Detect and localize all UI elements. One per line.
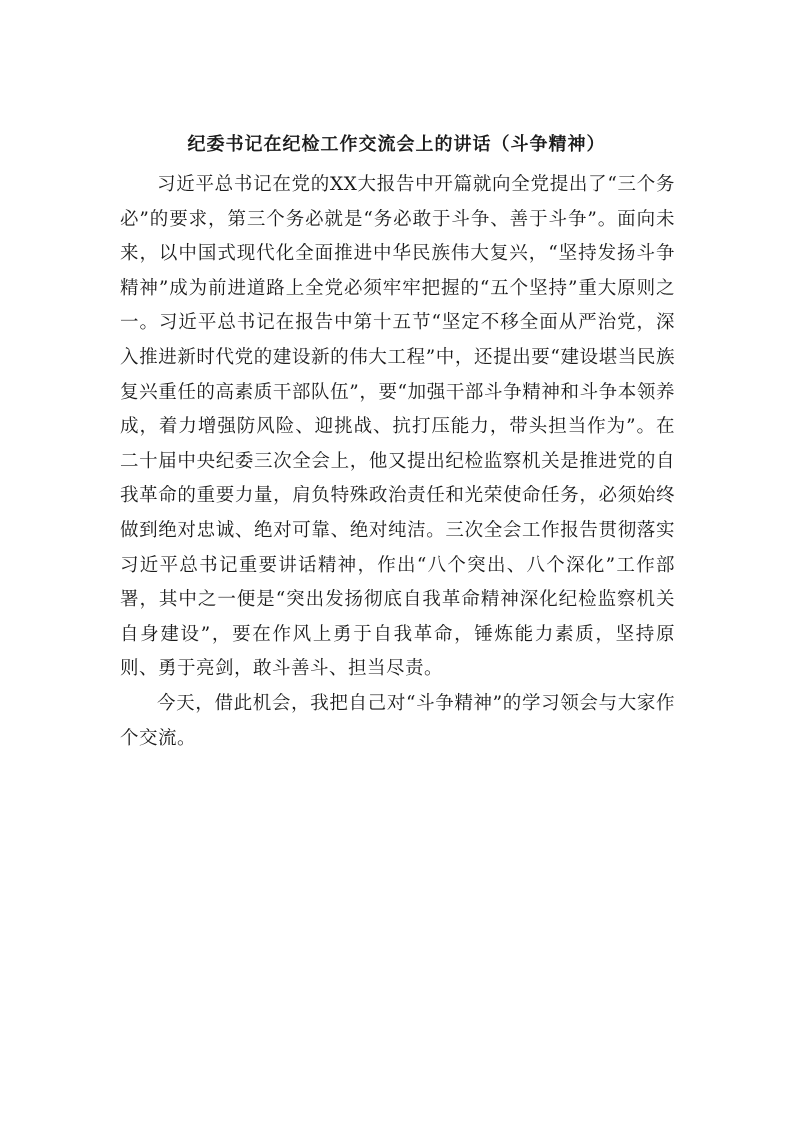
document-title: 纪委书记在纪检工作交流会上的讲话（斗争精神） <box>187 134 606 155</box>
paragraph-1: 习近平总书记在党的XX大报告中开篇就向全党提出了“三个务必”的要求，第三个务必就是“务必敢于斗争、善于斗争”。面向未来，以中国式现代化全面推进中华民族伟大复兴，“坚持发扬斗争精神”成为前进道路上全党必须牢牢把握的“五个坚持”重大原则之一。习近平总书记在报告中第十五节“坚定不移全面从严治党，深入推进新时代党的建设新的伟大工程”中，还提出要“建设堪当民族复兴重任的高素质干部队伍”，要“加强干部斗争精神和斗争本领养成，着力增强防风险、迎挑战、抗打压能力，带头担当作为”。在二十届中央纪委三次全会上，他又提出纪检监察机关是推进党的自我革命的重要力量，肩负特殊政治责任和光荣使命任务，必须始终做到绝对忠诚、绝对可靠、绝对纯洁。三次全会工作报告贯彻落实习近平总书记重要讲话精神，作出“八个突出、八个深化”工作部署，其中之一便是“突出发扬彻底自我革命精神深化纪检监察机关自身建设”，要在作风上勇于自我革命，锤炼能力素质，坚持原则、勇于亮剑，敢斗善斗、担当尽责。 <box>120 174 675 680</box>
paragraph-2: 今天，借此机会，我把自己对“斗争精神”的学习领会与大家作个交流。 <box>120 692 675 749</box>
document-body <box>120 168 675 756</box>
